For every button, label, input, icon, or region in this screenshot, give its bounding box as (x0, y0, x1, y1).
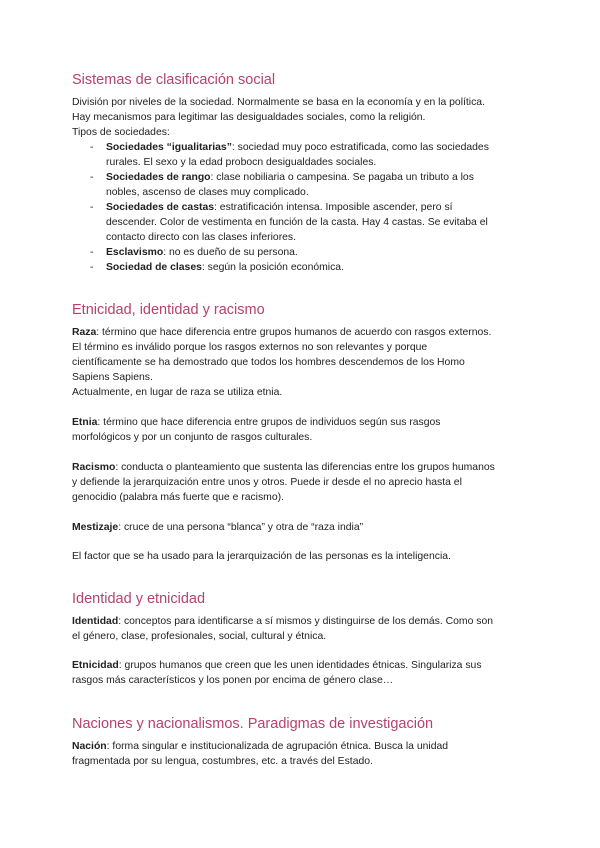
term: Etnia (72, 417, 98, 428)
intro-line: División por niveles de la sociedad. Normalmente se basa en la economía y en la política. (72, 97, 485, 108)
paragraph-line: científicamente se ha demostrado que todos los hombres descendemos de los Homo (72, 357, 465, 368)
paragraph-line: fragmentada por su lengua, costumbres, etc. a través del Estado. (72, 756, 373, 767)
definition-line: : no es dueño de su persona. (163, 247, 298, 258)
section-heading-naciones: Naciones y nacionalismos. Paradigmas de investigación (72, 716, 434, 732)
section-heading-etnicidad: Etnicidad, identidad y racismo (72, 302, 265, 318)
term: Sociedad de clases (106, 262, 202, 273)
term: Mestizaje (72, 522, 119, 533)
list-item-esclavismo (106, 245, 298, 261)
bullet-dash: - (90, 142, 94, 153)
term: Sociedades de castas (106, 202, 215, 213)
definition-line: : según la posición económica. (201, 262, 344, 273)
definition-line: descender. Color de vestimenta en función de la casta. Hay 4 castas. Se evitaba el (106, 217, 488, 228)
term: Nación (72, 741, 107, 752)
paragraph-line: genocidio (palabra más fuerte que e racismo). (72, 492, 284, 503)
term: Etnicidad (72, 660, 119, 671)
paragraph-line: morfológicos y por un conjunto de rasgos culturales. (72, 432, 313, 443)
definition-line: : estratificación intensa. Imposible ascender, pero sí (214, 202, 453, 213)
definition-line: : clase nobiliaria o campesina. Se pagaba un tributo a los (210, 172, 474, 183)
paragraph-raza (72, 325, 491, 341)
definition-line: contacto directo con las clases inferiores. (106, 232, 297, 243)
paragraph-line: y defiende la jerarquización entre unos y otros. Puede ir desde el no aprecio hasta el (72, 477, 462, 488)
paragraph-line: El término es inválido porque los rasgos externos no son relevantes y porque (72, 342, 428, 353)
paragraph-mestizaje (72, 520, 363, 536)
paragraph-line: rasgos más característicos y los ponen por encima de género clase… (72, 675, 394, 686)
term: Identidad (72, 616, 119, 627)
list-item-rango (106, 170, 474, 186)
section-heading-identidad: Identidad y etnicidad (72, 591, 206, 607)
definition-line: : conducta o planteamiento que sustenta las diferencias entre los grupos humanos (115, 462, 495, 473)
bullet-dash: - (90, 172, 94, 183)
term: Esclavismo (106, 247, 164, 258)
paragraph-nacion (72, 739, 448, 755)
list-item-castas (106, 200, 453, 216)
definition-line: : sociedad muy poco estratificada, como las sociedades (231, 142, 489, 153)
definition-line: : grupos humanos que creen que les unen identidades étnicas. Singulariza sus (118, 660, 482, 671)
definition-line: : término que hace diferencia entre grupos humanos de acuerdo con rasgos externos. (96, 327, 492, 338)
term: Sociedades de rango (106, 172, 211, 183)
definition-line: rurales. El sexo y la edad probocn desigualdades sociales. (106, 157, 377, 168)
intro-line: Tipos de sociedades: (72, 127, 170, 138)
definition-line: : forma singular e institucionalizada de agrupación étnica. Busca la unidad (106, 741, 449, 752)
list-item-igualitarias (106, 140, 489, 156)
definition-line: : cruce de una persona “blanca” y otra de “raza india” (118, 522, 364, 533)
paragraph-racismo (72, 460, 495, 476)
bullet-dash: - (90, 202, 94, 213)
list-item-clases (106, 260, 344, 276)
paragraph-etnicidad (72, 658, 482, 674)
definition-line: nobles, ascenso de clases muy complicado. (106, 187, 309, 198)
paragraph-etnia (72, 415, 441, 431)
definition-line: : término que hace diferencia entre grupos de individuos según sus rasgos (97, 417, 441, 428)
term: Racismo (72, 462, 116, 473)
paragraph-line: Actualmente, en lugar de raza se utiliza etnia. (72, 387, 283, 398)
section-heading-sistemas: Sistemas de clasificación social (72, 72, 276, 88)
paragraph-line: el género, clase, profesionales, social, cultural y étnica. (72, 631, 327, 642)
bullet-dash: - (90, 247, 94, 258)
term: Sociedades “igualitarias” (106, 142, 232, 153)
bullet-dash: - (90, 262, 94, 273)
paragraph-factor: El factor que se ha usado para la jerarquización de las personas es la inteligencia. (72, 551, 451, 562)
term: Raza (72, 327, 97, 338)
paragraph-line: Sapiens Sapiens. (72, 372, 153, 383)
intro-line: Hay mecanismos para legitimar las desigualdades sociales, como la religión. (72, 112, 426, 123)
definition-line: : conceptos para identificarse a sí mismos y distinguirse de los demás. Como son (118, 616, 493, 627)
paragraph-identidad (72, 614, 493, 630)
